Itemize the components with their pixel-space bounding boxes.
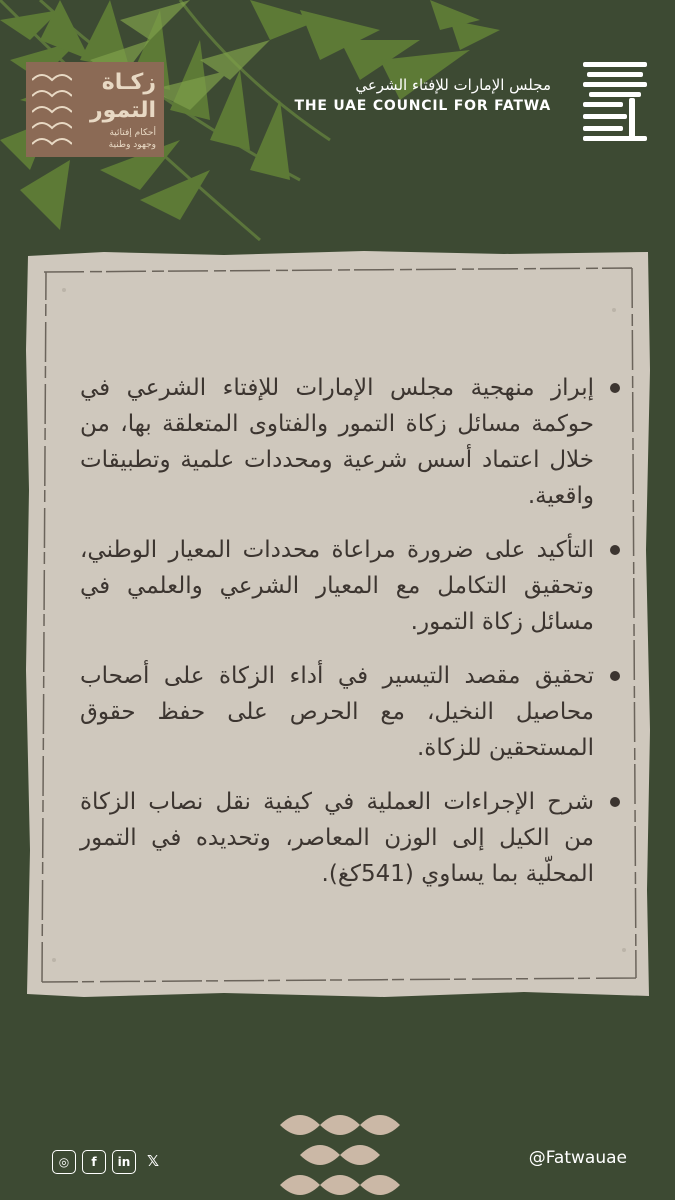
social-links xyxy=(52,1150,164,1174)
linkedin-icon[interactable]: in xyxy=(112,1150,136,1174)
bullet-text: تحقيق مقصد التيسير في أداء الزكاة على أصحاب محاصيل النخيل، مع الحرص على حفظ حقوق المستحقين للزكاة. xyxy=(80,663,594,761)
bullet-list xyxy=(80,370,620,910)
list-item xyxy=(80,784,620,892)
bullet-text: شرح الإجراءات العملية في كيفية نقل نصاب الزكاة من الكيل إلى الوزن المعاصر، وتحديده في التمور المحلّية بما يساوي (541كغ). xyxy=(80,789,594,887)
date-pattern-icon xyxy=(32,70,72,150)
bullet-icon xyxy=(610,545,620,555)
logo-subtitle-line2: وجهود وطنية xyxy=(108,140,156,150)
council-name-arabic: مجلس الإمارات للإفتاء الشرعي xyxy=(355,76,551,94)
list-item xyxy=(80,532,620,640)
bullet-icon xyxy=(610,671,620,681)
bullet-text: إبراز منهجية مجلس الإمارات للإفتاء الشرعي في حوكمة مسائل زكاة التمور والفتاوى المتعلقة بها، من خلال اعتماد أسس شرعية ومحددات علمية وتطبيقات واقعية. xyxy=(80,375,594,509)
list-item xyxy=(80,658,620,766)
x-icon[interactable]: 𝕏 xyxy=(146,1152,160,1170)
list-item xyxy=(80,370,620,514)
bullet-text: التأكيد على ضرورة مراعاة محددات المعيار الوطني، وتحقيق التكامل مع المعيار الشرعي والعلمي في مسائل زكاة التمور. xyxy=(80,537,594,635)
council-logo-icon xyxy=(579,58,651,144)
social-handle[interactable]: @Fatwauae xyxy=(528,1148,627,1168)
bullet-icon xyxy=(610,797,620,807)
facebook-icon[interactable]: f xyxy=(82,1150,106,1174)
logo-title-line2: التمور xyxy=(90,98,156,123)
zakat-dates-logo xyxy=(26,62,164,157)
logo-subtitle-line1: أحكام إفتائية xyxy=(109,128,156,138)
instagram-icon[interactable]: ◎ xyxy=(52,1150,76,1174)
logo-title-line1: زكـاة xyxy=(101,70,156,95)
date-pattern-decoration xyxy=(270,1105,410,1200)
bullet-icon xyxy=(610,383,620,393)
council-name-english: THE UAE COUNCIL FOR FATWA xyxy=(294,98,551,114)
